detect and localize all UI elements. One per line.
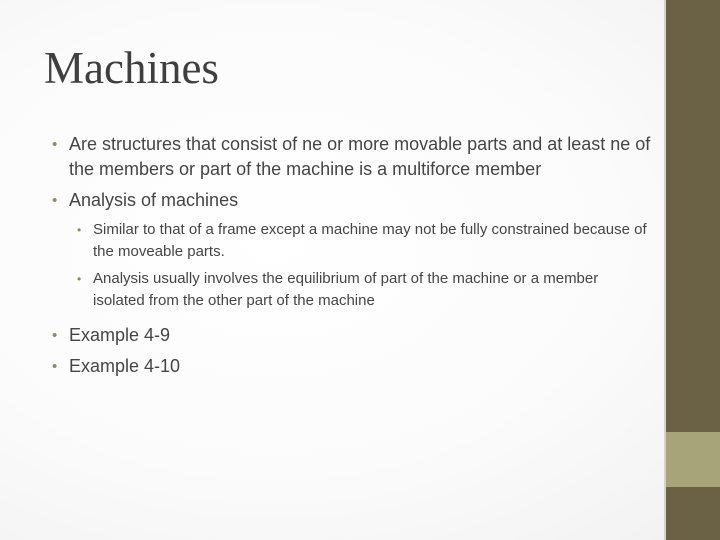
sidebar-accent-block xyxy=(666,432,720,487)
slide-title: Machines xyxy=(44,43,219,93)
bullet-icon: • xyxy=(52,327,58,344)
sub-bullet-item xyxy=(77,268,652,312)
bullet-icon: • xyxy=(77,272,82,286)
bullet-text: Example 4-10 xyxy=(69,356,181,376)
bullet-icon: • xyxy=(52,192,58,209)
bullet-text: Are structures that consist of ne or more movable parts and at least ne of the members or part of the machine is a multiforce member xyxy=(69,134,651,179)
bullet-item xyxy=(52,323,652,348)
bullet-item xyxy=(52,188,652,213)
bullet-item xyxy=(52,354,652,379)
sidebar-panel-bottom xyxy=(666,487,720,540)
sub-bullet-item xyxy=(77,219,652,263)
bullet-text: Analysis of machines xyxy=(69,190,239,210)
bullet-text: Similar to that of a frame except a machine may not be fully constrained because of the moveable parts. xyxy=(93,221,647,260)
bullet-icon: • xyxy=(77,223,82,237)
sidebar-panel-top xyxy=(666,0,720,432)
bullet-icon: • xyxy=(52,136,58,153)
bullet-text: Analysis usually involves the equilibrium of part of the machine or a member isolated from the other part of the machine xyxy=(93,270,599,309)
bullet-list xyxy=(52,132,652,385)
bullet-text: Example 4-9 xyxy=(69,325,171,345)
bullet-item xyxy=(52,132,652,182)
bullet-icon: • xyxy=(52,358,58,375)
